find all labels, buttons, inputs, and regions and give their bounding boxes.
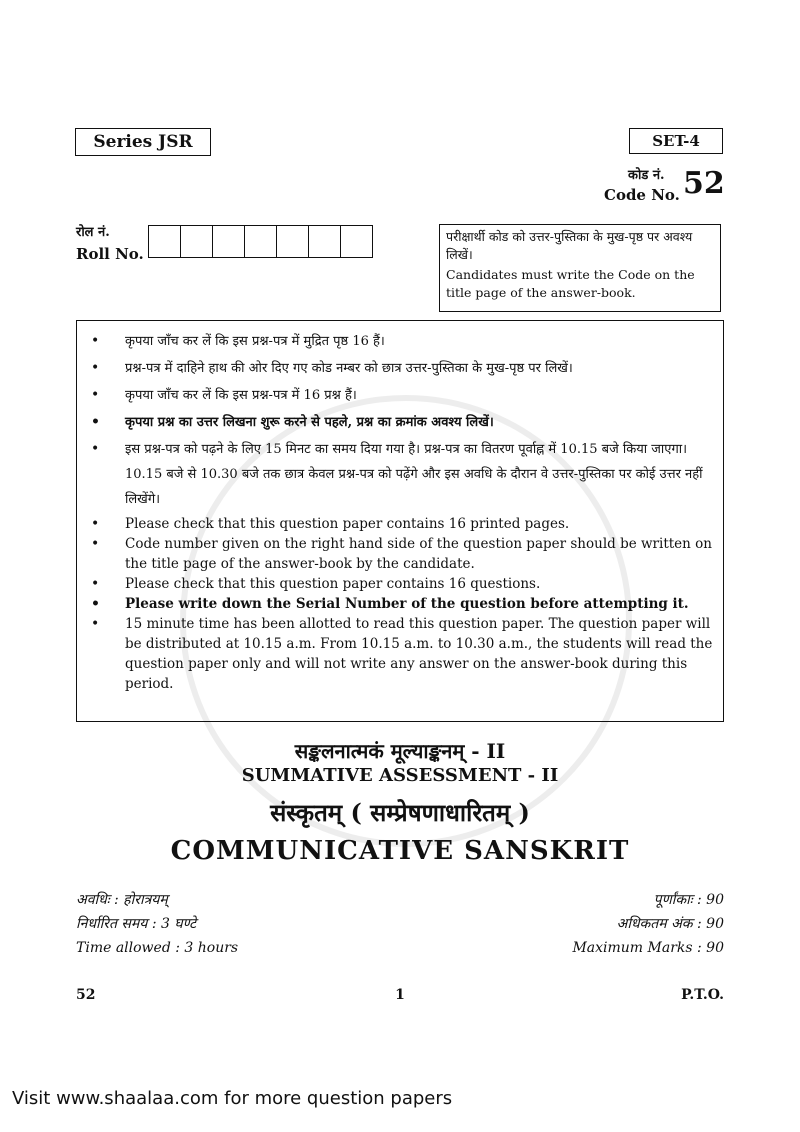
instruction-item: • इस प्रश्न-पत्र को पढ़ने के लिए 15 मिनट का समय दिया गया है। प्रश्न-पत्र का वितरण पूर्वाह्न में 10.15 बजे किया जाएगा। 10.15 बजे से 10.30 बजे तक छात्र केवल प्रश्न-पत्र को पढ़ेंगे और इस अवधि के दौरान वे उत्तर-पुस्तिका पर कोई उत्तर नहीं लिखेंगे। bbox=[89, 437, 713, 512]
bullet-icon: • bbox=[91, 616, 100, 632]
instructions-box bbox=[76, 320, 724, 722]
instruction-item: • Please check that this question paper contains 16 printed pages. bbox=[91, 516, 570, 532]
instruction-item: • कृपया प्रश्न का उत्तर लिखना शुरू करने से पहले, प्रश्न का क्रमांक अवश्य लिखें। bbox=[89, 410, 713, 435]
marks-info bbox=[572, 888, 724, 960]
instruction-item: • प्रश्न-पत्र में दाहिने हाथ की ओर दिए गए कोड नम्बर को छात्र उत्तर-पुस्तिका के मुख-पृष्ठ पर लिखें। bbox=[89, 356, 713, 381]
bullet-icon: • bbox=[91, 360, 100, 376]
instruction-item: • Please check that this question paper contains 16 questions. bbox=[91, 576, 541, 592]
duration-hindi: अवधिः : होरात्रयम् bbox=[76, 892, 168, 908]
roll-label-hindi: रोल नं. bbox=[76, 225, 110, 240]
instruction-item: • कृपया जाँच कर लें कि इस प्रश्न-पत्र में मुद्रित पृष्ठ 16 हैं। bbox=[89, 329, 713, 354]
instruction-item: • Code number given on the right hand side of the question paper should be written on the title page of the answer-book by the candidate. bbox=[91, 536, 712, 572]
code-label-hindi: कोड नं. bbox=[628, 168, 665, 183]
bullet-icon: • bbox=[91, 576, 100, 592]
assessment-title-hindi: सङ्कलनात्मकं मूल्याङ्कनम् - II bbox=[294, 739, 506, 763]
page-number: 1 bbox=[395, 987, 405, 1003]
max-marks-english: Maximum Marks : 90 bbox=[572, 940, 724, 956]
time-english: Time allowed : 3 hours bbox=[76, 940, 239, 956]
roll-digit-box[interactable] bbox=[277, 226, 309, 257]
instruction-item: • 15 minute time has been allotted to read this question paper. The question paper will be distributed at 10.15 a.m. From 10.15 a.m. to 10.30 a.m., the students will read the question paper only and will not write any answer on the answer-book during this period. bbox=[91, 616, 713, 692]
bullet-icon: • bbox=[91, 596, 100, 612]
subject-title-hindi: संस्कृतम् ( सम्प्रेषणाधारितम् ) bbox=[270, 798, 530, 827]
candidate-note-english: Candidates must write the Code on the title page of the answer-book. bbox=[446, 267, 695, 300]
roll-digit-box[interactable] bbox=[149, 226, 181, 257]
bullet-icon: • bbox=[91, 333, 100, 349]
code-number: 52 bbox=[683, 166, 725, 201]
bullet-icon: • bbox=[91, 536, 100, 552]
roll-digit-box[interactable] bbox=[245, 226, 277, 257]
roll-label-english: Roll No. bbox=[76, 245, 144, 263]
instructions-english bbox=[89, 514, 713, 694]
bullet-icon: • bbox=[91, 516, 100, 532]
series-label: Series JSR bbox=[75, 128, 211, 156]
instructions-hindi bbox=[89, 329, 713, 512]
max-marks-hindi: अधिकतम अंक : 90 bbox=[616, 916, 724, 932]
footer-code: 52 bbox=[76, 987, 96, 1003]
time-hindi: निर्धारित समय : 3 घण्टे bbox=[76, 916, 197, 932]
pto-label: P.T.O. bbox=[681, 987, 724, 1003]
time-info bbox=[76, 888, 238, 960]
bullet-icon: • bbox=[91, 414, 100, 430]
bullet-icon: • bbox=[91, 387, 100, 403]
candidate-code-note bbox=[439, 224, 721, 312]
visit-banner: Visit www.shaalaa.com for more question papers bbox=[12, 1088, 453, 1109]
full-marks-hindi: पूर्णांकाः : 90 bbox=[653, 892, 724, 908]
instruction-item: • Please write down the Serial Number of the question before attempting it. bbox=[91, 596, 689, 612]
bullet-icon: • bbox=[91, 441, 100, 457]
subject-title-english: COMMUNICATIVE SANSKRIT bbox=[170, 836, 630, 866]
candidate-note-hindi: परीक्षार्थी कोड को उत्तर-पुस्तिका के मुख-पृष्ठ पर अवश्य लिखें। bbox=[446, 229, 693, 262]
roll-number-boxes[interactable] bbox=[148, 225, 373, 258]
roll-digit-box[interactable] bbox=[309, 226, 341, 257]
roll-digit-box[interactable] bbox=[213, 226, 245, 257]
roll-digit-box[interactable] bbox=[181, 226, 213, 257]
assessment-title-english: SUMMATIVE ASSESSMENT - II bbox=[241, 765, 559, 786]
instruction-item: • कृपया जाँच कर लें कि इस प्रश्न-पत्र में 16 प्रश्न हैं। bbox=[89, 383, 713, 408]
roll-digit-box[interactable] bbox=[341, 226, 372, 257]
set-label: SET-4 bbox=[629, 128, 723, 154]
code-label-english: Code No. bbox=[604, 186, 680, 204]
